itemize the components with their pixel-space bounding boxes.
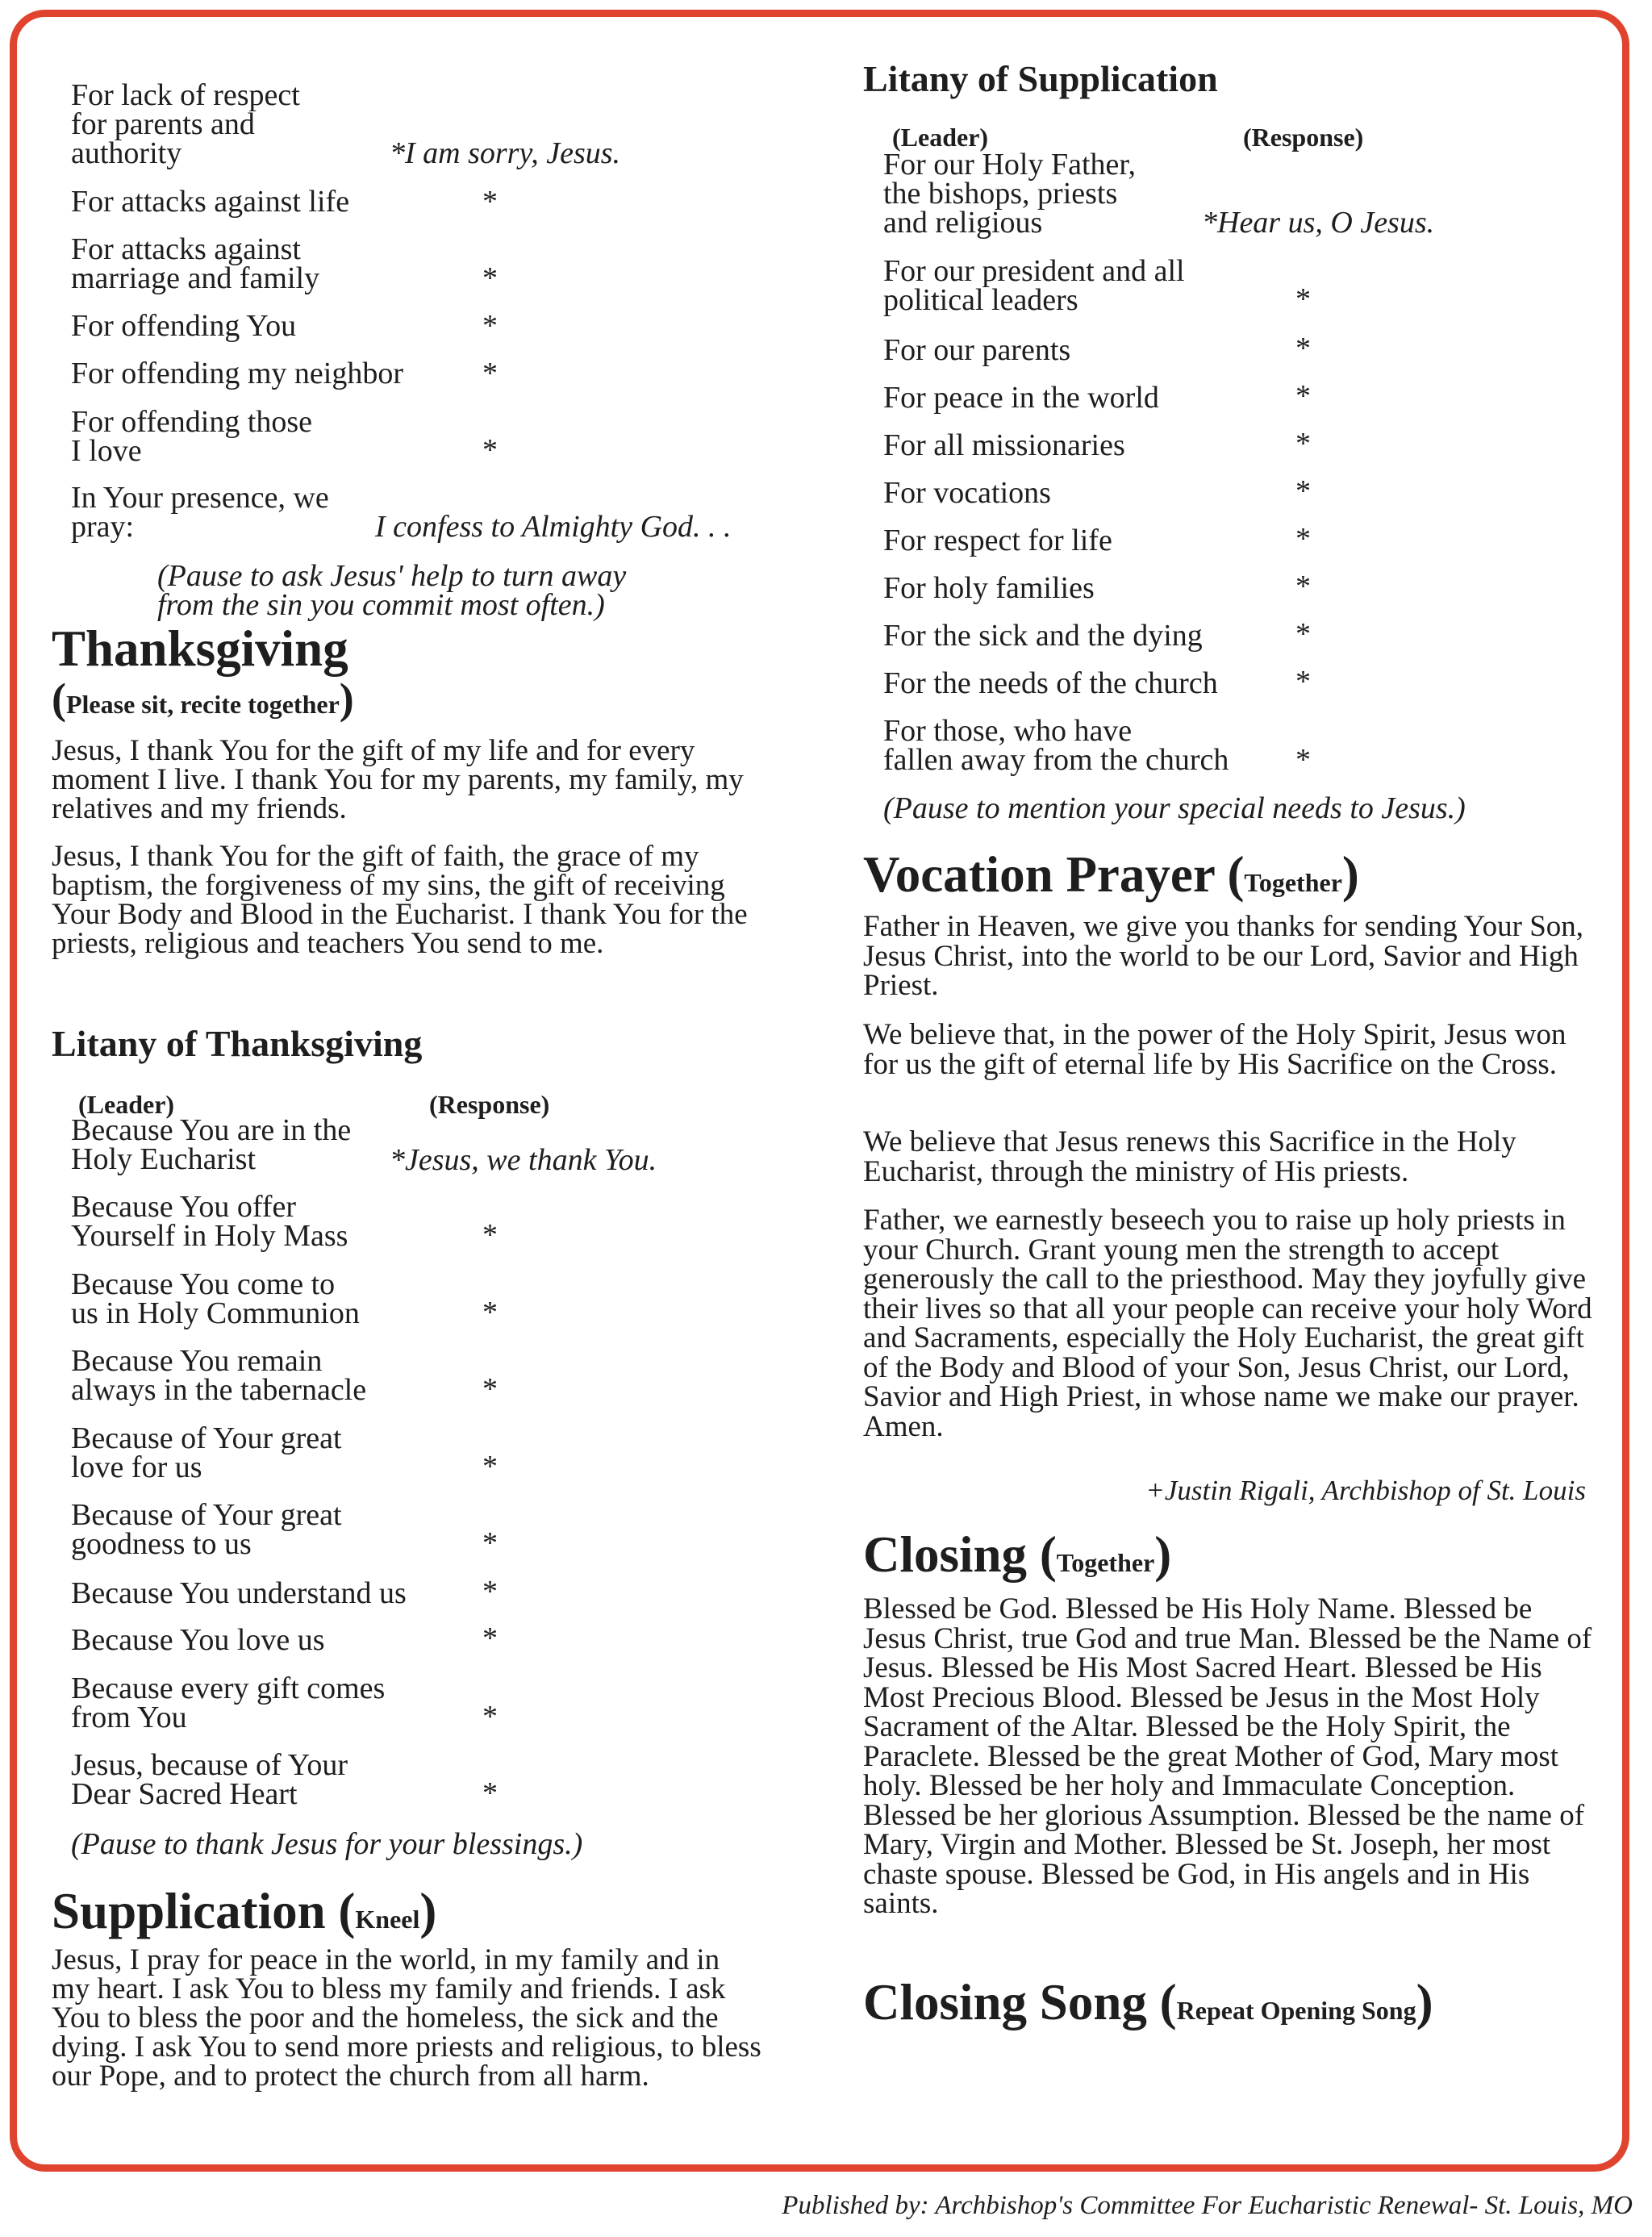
litany-item: For offending those I love xyxy=(71,405,313,468)
section-title-closing: Closing (Together) xyxy=(863,1526,1172,1583)
response-star: * xyxy=(482,261,498,295)
response-star: * xyxy=(482,357,498,390)
attribution: +Justin Rigali, Archbishop of St. Louis xyxy=(1145,1475,1586,1506)
vocation-paragraph: We believe that Jesus renews this Sacrifice in the Holy Eucharist, through the ministry of His priests. xyxy=(863,1125,1516,1188)
litany-item: For offending You xyxy=(71,309,297,343)
litany-item: In Your presence, we pray: xyxy=(71,481,329,544)
response-star: * xyxy=(1295,379,1311,413)
response-label: (Response) xyxy=(429,1090,550,1119)
litany-item: Because You love us xyxy=(71,1623,325,1657)
litany-item: For vocations xyxy=(883,476,1051,510)
pause-instruction: (Pause to thank Jesus for your blessings.) xyxy=(71,1827,583,1861)
vocation-paragraph: Father in Heaven, we give you thanks for sending Your Son, Jesus Christ, into the world to be our Lord, Savior and High Priest. xyxy=(863,910,1584,1002)
response-star: * xyxy=(1295,332,1311,365)
litany-item: For the needs of the church xyxy=(883,666,1218,700)
leader-label: (Leader) xyxy=(78,1090,175,1119)
litany-item: Because of Your great goodness to us xyxy=(71,1498,342,1561)
response-star: * xyxy=(482,1621,498,1655)
supplication-paragraph: Jesus, I pray for peace in the world, in my family and in my heart. I ask You to bless my family and friends. I ask You to bless the poor and the homeless, the sick and the dying. I ask You to send more priests and religious, to bless our Pope, and to protect the church from all harm. xyxy=(52,1943,761,2093)
section-note: (Please sit, recite together) xyxy=(52,674,354,723)
response-star: * xyxy=(1295,570,1311,603)
litany-item: For all missionaries xyxy=(883,428,1125,462)
response-star: * xyxy=(482,1575,498,1609)
litany-item: For those, who have fallen away from the church xyxy=(883,714,1229,777)
response-star: * xyxy=(1295,617,1311,651)
litany-item: Because You offer Yourself in Holy Mass xyxy=(71,1190,348,1253)
litany-item: Because You remain always in the tabernacle xyxy=(71,1344,367,1407)
response-star: * xyxy=(1295,474,1311,508)
litany-item: For our parents xyxy=(883,333,1071,367)
litany-item: Because of Your great love for us xyxy=(71,1421,342,1484)
response-star: * xyxy=(482,309,498,343)
litany-response: I confess to Almighty God. . . xyxy=(375,510,732,544)
litany-item: For our president and all political leaders xyxy=(883,254,1185,317)
litany-item: Because You are in the Holy Eucharist xyxy=(71,1113,352,1176)
response-label: (Response) xyxy=(1243,123,1364,152)
section-title-closing-song: Closing Song (Repeat Opening Song) xyxy=(863,1974,1433,2030)
response-star: * xyxy=(1295,665,1311,699)
pause-instruction: (Pause to ask Jesus' help to turn away from the sin you commit most often.) xyxy=(157,559,627,622)
litany-item: For attacks against life xyxy=(71,185,350,219)
litany-response: *Hear us, O Jesus. xyxy=(1202,206,1435,240)
thanksgiving-paragraph: Jesus, I thank You for the gift of faith, the grace of my baptism, the forgiveness of my sins, the gift of receiving Your Body and Blood in the Eucharist. I thank You for the priests, religious and teachers You send to me. xyxy=(52,840,748,960)
response-star: * xyxy=(482,1700,498,1734)
vocation-paragraph: Father, we earnestly beseech you to raise up holy priests in your Church. Grant young men the strength to accept generously the call to the priesthood. May they joyfully give their lives so that all your people can receive your holy Word and Sacraments, especially the Holy Eucharist, the great gift of the Body and Blood of your Son, Jesus Christ, our Lord, Savior and High Priest, in whose name we make our prayer. Amen. xyxy=(863,1204,1592,1443)
response-star: * xyxy=(482,1776,498,1810)
publisher-footer: Published by: Archbishop's Committee For Eucharistic Renewal- St. Louis, MO xyxy=(782,2191,1633,2220)
response-star: * xyxy=(482,1296,498,1329)
section-title-thanksgiving: Thanksgiving xyxy=(52,620,348,677)
litany-response: *I am sorry, Jesus. xyxy=(390,136,621,170)
litany-item: For respect for life xyxy=(883,524,1112,557)
response-star: * xyxy=(1295,522,1311,556)
response-star: * xyxy=(482,1526,498,1560)
response-star: * xyxy=(1295,743,1311,777)
vocation-paragraph: We believe that, in the power of the Holy Spirit, Jesus won for us the gift of eternal life by His Sacrifice on the Cross. xyxy=(863,1018,1566,1081)
litany-item: For holy families xyxy=(883,571,1095,605)
litany-item: For offending my neighbor xyxy=(71,357,403,390)
response-star: * xyxy=(482,1218,498,1252)
section-title-supplication: Supplication (Kneel) xyxy=(52,1883,437,1939)
litany-item: Jesus, because of Your Dear Sacred Heart xyxy=(71,1748,348,1811)
response-star: * xyxy=(1295,427,1311,461)
pause-instruction: (Pause to mention your special needs to Jesus.) xyxy=(883,791,1466,825)
response-star: * xyxy=(1295,282,1311,316)
section-title-litany-thanksgiving: Litany of Thanksgiving xyxy=(52,1023,423,1064)
litany-item: For peace in the world xyxy=(883,381,1159,415)
litany-item: Because every gift comes from You xyxy=(71,1671,386,1734)
thanksgiving-paragraph: Jesus, I thank You for the gift of my life and for every moment I live. I thank You for my parents, my family, my relatives and my friends. xyxy=(52,734,744,825)
litany-item: Because You come to us in Holy Communion xyxy=(71,1267,360,1330)
response-star: * xyxy=(482,1450,498,1484)
litany-response: *Jesus, we thank You. xyxy=(390,1143,657,1177)
section-title-litany-supplication: Litany of Supplication xyxy=(863,58,1218,99)
section-title-vocation-prayer: Vocation Prayer (Together) xyxy=(863,846,1359,903)
litany-item: Because You understand us xyxy=(71,1576,407,1610)
litany-item: For our Holy Father, the bishops, priests and religious xyxy=(883,148,1136,240)
response-star: * xyxy=(482,433,498,467)
closing-paragraph: Blessed be God. Blessed be His Holy Name. Blessed be Jesus Christ, true God and true Man. Blessed be the Name of Jesus. Blessed be His Most Sacred Heart. Blessed be His Most Precious Blood. Blessed be Jesus in the Most Holy Sacrament of the Altar. Blessed be the Holy Spirit, the Paraclete. Blessed be the great Mother of God, Mary most holy. Blessed be her holy and Immaculate Conception. Blessed be her glorious Assumption. Blessed be the name of Mary, Virgin and Mother. Blessed be St. Joseph, her most chaste spouse. Blessed be God, in His angels and in His saints. xyxy=(863,1592,1592,1920)
litany-item: For attacks against marriage and family xyxy=(71,232,320,295)
response-star: * xyxy=(482,1372,498,1406)
leader-label: (Leader) xyxy=(892,123,989,152)
litany-item: For lack of respect for parents and authority xyxy=(71,78,300,170)
litany-item: For the sick and the dying xyxy=(883,619,1203,653)
response-star: * xyxy=(482,185,498,219)
